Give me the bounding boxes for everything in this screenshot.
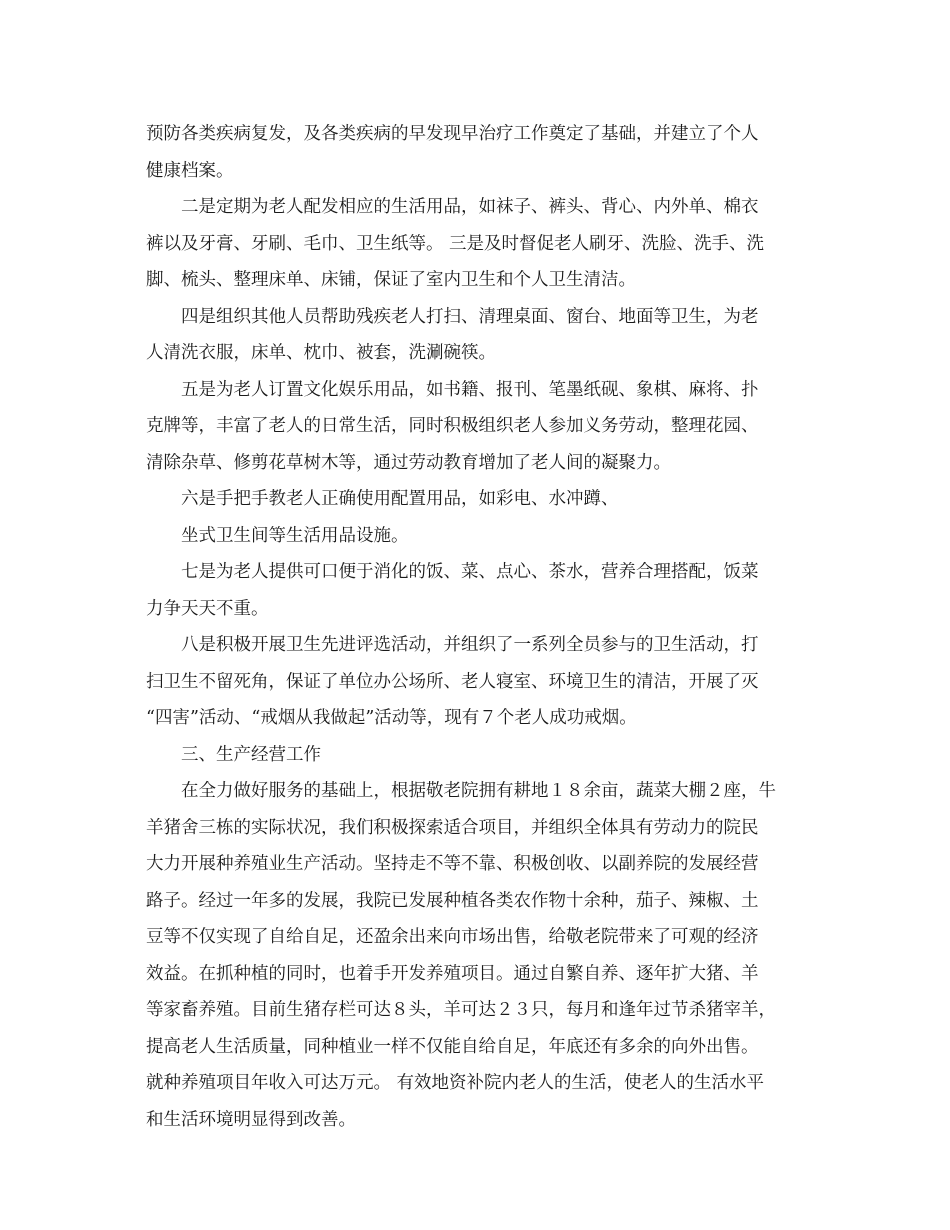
text-line: 六是手把手教老人正确使用配置用品，如彩电、水冲蹲、 <box>181 489 619 509</box>
text-line: 预防各类疾病复发，及各类疾病的早发现早治疗工作奠定了基础，并建立了个人 <box>146 124 759 144</box>
text-line: 扫卫生不留死角，保证了单位办公场所、老人寝室、环境卫生的清洁，开展了灭 <box>146 671 759 692</box>
text-line: 脚、梳头、整理床单、床铺，保证了室内卫生和个人卫生清洁。 <box>146 270 636 290</box>
text-line: 七是为老人提供可口便于消化的饭、菜、点心、茶水，营养合理搭配，饭菜 <box>181 562 759 582</box>
text-line: 健康档案。 <box>146 160 234 181</box>
text-line: 人清洗衣服，床单、枕巾、被套，洗涮碗筷。 <box>146 343 496 363</box>
text-line: 清除杂草、修剪花草树木等，通过劳动教育增加了老人间的凝聚力。 <box>146 452 671 473</box>
text-line: 四是组织其他人员帮助残疾老人打扫、清理桌面、窗台、地面等卫生，为老 <box>181 306 759 327</box>
text-line: 等家畜养殖。目前生猪存栏可达８头，羊可达２３只，每月和逢年过节杀猪宰羊， <box>146 1000 776 1020</box>
text-line: 提高老人生活质量，同种植业一样不仅能自给自足，年底还有多余的向外出售。 <box>146 1036 759 1057</box>
text-line: 五是为老人订置文化娱乐用品，如书籍、报刊、笔墨纸砚、象棋、麻将、扑 <box>181 379 759 400</box>
text-line: 路子。经过一年多的发展，我院已发展种植各类农作物十余种，茄子、辣椒、土 <box>146 890 759 911</box>
text-line: 大力开展种养殖业生产活动。坚持走不等不靠、积极创收、以副养院的发展经营 <box>146 854 759 874</box>
text-line: 坐式卫生间等生活用品设施。 <box>181 525 409 546</box>
text-line: 裤以及牙膏、牙刷、毛巾、卫生纸等。 三是及时督促老人刷牙、洗脸、洗手、洗 <box>146 233 765 254</box>
text-line: 羊猪舍三栋的实际状况，我们积极探索适合项目，并组织全体具有劳动力的院民 <box>146 817 759 838</box>
text-line: 效益。在抓种植的同时，也着手开发养殖项目。通过自繁自养、逐年扩大猪、羊 <box>146 963 759 984</box>
document-body <box>146 116 808 1138</box>
text-line: 力争天天不重。 <box>146 598 269 619</box>
text-line: 八是积极开展卫生先进评选活动，并组织了一系列全员参与的卫生活动，打 <box>181 635 759 655</box>
text-line: 克牌等，丰富了老人的日常生活，同时积极组织老人参加义务劳动，整理花园、 <box>146 416 759 436</box>
text-line: 豆等不仅实现了自给自足，还盈余出来向市场出售，给敬老院带来了可观的经济 <box>146 927 759 947</box>
section-heading: 三、生产经营工作 <box>181 744 321 765</box>
text-line: 和生活环境明显得到改善。 <box>146 1109 356 1130</box>
text-line: 二是定期为老人配发相应的生活用品，如袜子、裤头、背心、内外单、棉衣 <box>181 197 759 217</box>
text-line: 就种养殖项目年收入可达万元。 有效地资补院内老人的生活，使老人的生活水平 <box>146 1073 765 1093</box>
text-line: “四害”活动、“戒烟从我做起”活动等，现有７个老人成功戒烟。 <box>146 708 637 728</box>
text-line: 在全力做好服务的基础上，根据敬老院拥有耕地１８余亩，蔬菜大棚２座，牛 <box>181 781 776 801</box>
